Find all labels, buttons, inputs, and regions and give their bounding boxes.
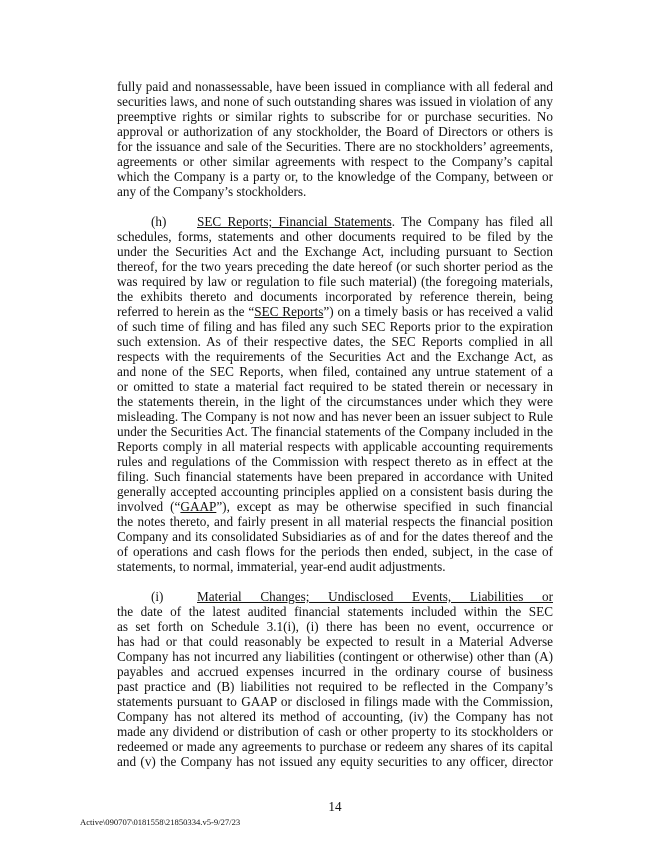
text-line — [117, 169, 553, 184]
paragraph-gap — [117, 574, 553, 589]
text-segment: under the Securities Act and the Exchange Act, including pursuant to Section — [117, 244, 553, 259]
text-segment: redeemed or made any agreements to purchase or redeem any shares of its capital — [117, 739, 553, 754]
text-line — [117, 589, 553, 604]
text-segment: for the issuance and sale of the Securities. There are no stockholders’ agreements, — [117, 139, 553, 154]
text-line — [117, 154, 553, 169]
document-body — [117, 79, 553, 769]
text-segment: the date of the latest audited financial statements included within the SEC — [117, 604, 553, 619]
text-line — [117, 334, 553, 349]
text-segment: any of the Company’s stockholders. — [117, 184, 307, 199]
text-line — [117, 109, 553, 124]
text-segment: Reports comply in all material respects with applicable accounting requirements — [117, 439, 553, 454]
text-segment: securities laws, and none of such outstanding shares was issued in violation of any — [117, 94, 553, 109]
text-line — [117, 124, 553, 139]
text-segment: ”) on a timely basis or has received a valid — [323, 304, 553, 319]
text-segment: ”), except as may be otherwise specified in such financial — [216, 499, 553, 514]
text-line — [117, 664, 553, 679]
text-line — [117, 544, 553, 559]
text-line — [117, 94, 553, 109]
text-line — [117, 379, 553, 394]
text-line — [117, 529, 553, 544]
text-line — [117, 754, 553, 769]
text-segment: Company has not altered its method of accounting, (iv) the Company has not — [117, 709, 553, 724]
text-line — [117, 739, 553, 754]
text-line — [117, 694, 553, 709]
text-line — [117, 709, 553, 724]
text-line — [117, 679, 553, 694]
text-segment: respects with the requirements of the Securities Act and the Exchange Act, as — [117, 349, 553, 364]
text-line — [117, 139, 553, 154]
text-segment: the statements therein, in the light of the circumstances under which they were — [117, 394, 553, 409]
text-segment: as set forth on Schedule 3.1(i), (i) there has been no event, occurrence or — [117, 619, 553, 634]
text-segment: the exhibits thereto and documents incorporated by reference therein, being — [117, 289, 553, 304]
text-segment: Company has not incurred any liabilities (contingent or otherwise) other than (A) — [117, 649, 553, 664]
text-segment: thereof, for the two years preceding the date hereof (or such shorter period as the — [117, 259, 553, 274]
text-segment: rules and regulations of the Commission with respect thereto as in effect at the — [117, 454, 553, 469]
paragraph-g-continued — [117, 79, 553, 199]
text-line — [117, 604, 553, 619]
text-line — [117, 394, 553, 409]
text-segment: . The Company has filed all — [391, 214, 553, 229]
text-segment: and (v) the Company has not issued any equity securities to any officer, director — [117, 754, 553, 769]
text-segment: involved (“ — [117, 499, 181, 514]
text-segment: under the Securities Act. The financial statements of the Company included in the — [117, 424, 553, 439]
text-line — [117, 304, 553, 319]
text-segment: or omitted to state a material fact required to be stated therein or necessary in — [117, 379, 553, 394]
paragraph-gap — [117, 199, 553, 214]
text-line — [117, 469, 553, 484]
text-segment: preemptive rights or similar rights to subscribe for or purchase securities. No — [117, 109, 553, 124]
document-footer-id: Active\090707\0181558\21850334.v5-9/27/23 — [80, 817, 241, 827]
text-segment: filing. Such financial statements have been prepared in accordance with United — [117, 469, 553, 484]
text-segment: fully paid and nonassessable, have been issued in compliance with all federal and — [117, 79, 553, 94]
text-segment: of operations and cash flows for the periods then ended, subject, in the case of — [117, 544, 553, 559]
text-line — [117, 364, 553, 379]
text-line — [117, 229, 553, 244]
text-segment: payables and accrued expenses incurred in the ordinary course of business — [117, 664, 553, 679]
text-line — [117, 619, 553, 634]
text-line — [117, 559, 553, 574]
section-heading: GAAP — [180, 499, 217, 514]
section-heading: SEC Reports; Financial Statements — [197, 214, 392, 229]
text-segment: referred to herein as the “ — [117, 304, 255, 319]
section-heading: SEC Reports — [254, 304, 324, 319]
text-segment: made any dividend or distribution of cash or other property to its stockholders or — [117, 724, 553, 739]
text-line — [117, 349, 553, 364]
text-line — [117, 319, 553, 334]
text-segment: which the Company is a party or, to the knowledge of the Company, between or — [117, 169, 553, 184]
text-segment: has had or that could reasonably be expected to result in a Material Adverse — [117, 634, 553, 649]
text-line — [117, 499, 553, 514]
text-segment: such extension. As of their respective dates, the SEC Reports complied in all — [117, 334, 553, 349]
text-segment: and none of the SEC Reports, when filed, contained any untrue statement of a — [117, 364, 553, 379]
section-label: (i) — [151, 589, 164, 604]
text-line — [117, 454, 553, 469]
text-line — [117, 649, 553, 664]
text-line — [117, 214, 553, 229]
text-line — [117, 289, 553, 304]
text-line — [117, 484, 553, 499]
text-segment: statements, to normal, immaterial, year-end audit adjustments. — [117, 559, 446, 574]
text-segment: generally accepted accounting principles applied on a consistent basis during the — [117, 484, 553, 499]
text-line — [117, 514, 553, 529]
text-segment: past practice and (B) liabilities not required to be reflected in the Company’s — [117, 679, 553, 694]
page-number: 14 — [328, 799, 342, 814]
text-line — [117, 184, 553, 199]
text-segment: agreements or other similar agreements with respect to the Company’s capital — [117, 154, 553, 169]
text-segment: Company and its consolidated Subsidiaries as of and for the dates thereof and the — [117, 529, 553, 544]
text-segment: approval or authorization of any stockholder, the Board of Directors or others is — [117, 124, 553, 139]
text-line — [117, 439, 553, 454]
text-segment: of such time of filing and has filed any such SEC Reports prior to the expiration — [117, 319, 553, 334]
text-line — [117, 424, 553, 439]
text-line — [117, 244, 553, 259]
section-label: (h) — [151, 214, 167, 229]
text-segment: was required by law or regulation to file such material) (the foregoing materials, — [117, 274, 553, 289]
paragraph-i — [117, 589, 553, 769]
section-heading: Material Changes; Undisclosed Events, Liabilities or — [197, 589, 553, 604]
text-line — [117, 724, 553, 739]
paragraph-h — [117, 214, 553, 574]
text-line — [117, 634, 553, 649]
text-segment: statements pursuant to GAAP or disclosed in filings made with the Commission, — [117, 694, 553, 709]
text-line — [117, 409, 553, 424]
text-segment: misleading. The Company is not now and has never been an issuer subject to Rule — [117, 409, 553, 424]
text-line — [117, 274, 553, 289]
text-segment: the notes thereto, and fairly present in all material respects the financial position — [117, 514, 553, 529]
text-line — [117, 259, 553, 274]
text-line — [117, 79, 553, 94]
text-segment: schedules, forms, statements and other documents required to be filed by the — [117, 229, 553, 244]
